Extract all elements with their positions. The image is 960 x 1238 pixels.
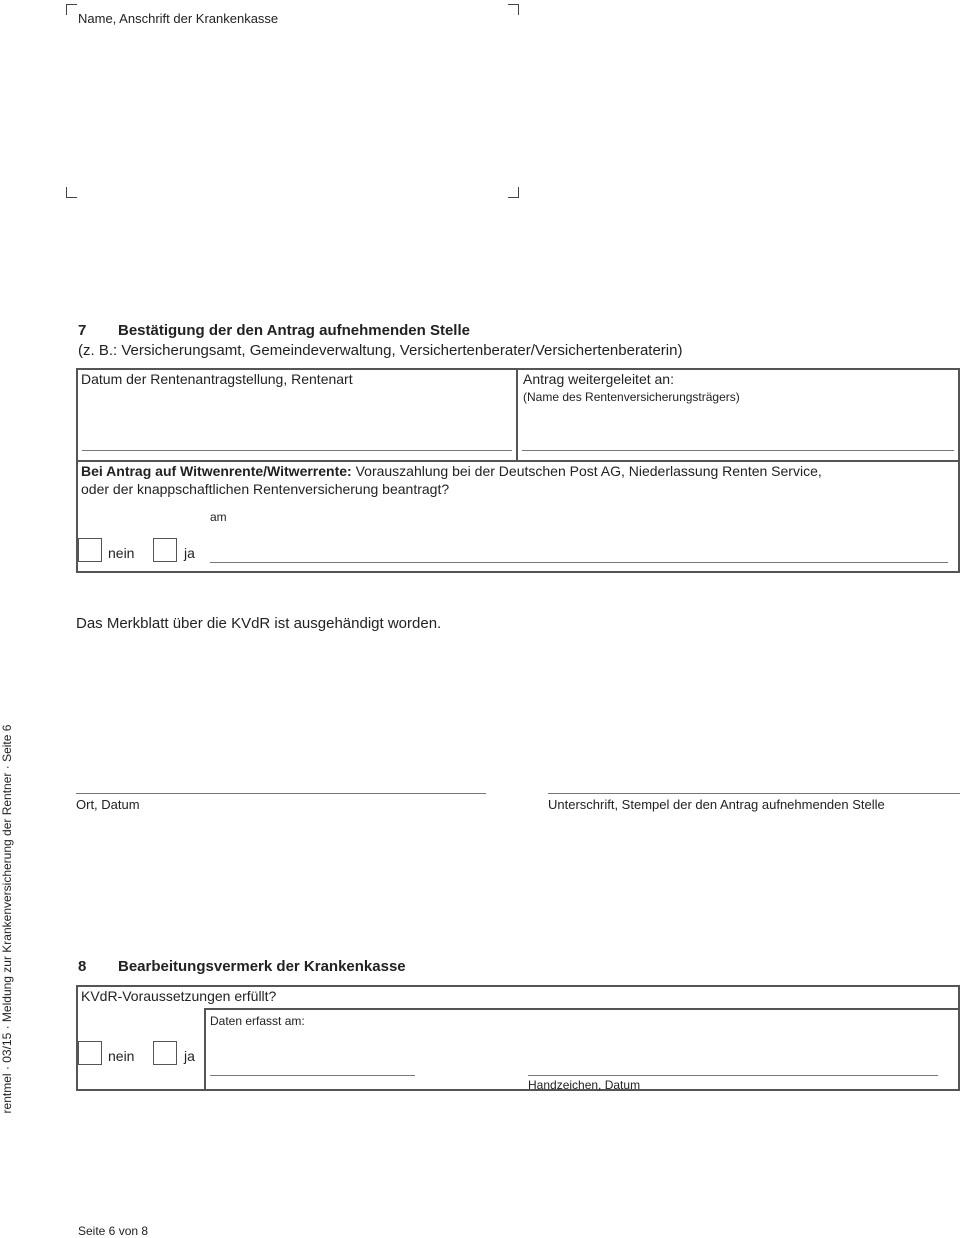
initials-label: Handzeichen, Datum <box>528 1078 641 1092</box>
ja-checkbox[interactable] <box>153 1041 177 1065</box>
divider <box>204 1008 206 1090</box>
date-label: Datum der Rentenantragstellung, Rentenart <box>81 371 353 387</box>
corner-mark <box>66 4 77 15</box>
corner-mark <box>508 4 519 15</box>
am-date-input-line[interactable] <box>210 562 948 563</box>
nein-checkbox[interactable] <box>78 538 102 562</box>
kvdr-question: KVdR-Voraussetzungen erfüllt? <box>81 988 277 1004</box>
am-label: am <box>210 510 227 524</box>
corner-mark <box>508 187 519 198</box>
captured-label: Daten erfasst am: <box>210 1014 305 1028</box>
address-label: Name, Anschrift der Krankenkasse <box>78 11 279 26</box>
nein-checkbox[interactable] <box>78 1041 102 1065</box>
initials-line[interactable] <box>528 1075 938 1076</box>
widow-bold: Bei Antrag auf Witwenrente/Witwerrente: <box>81 463 352 479</box>
date-input-line[interactable] <box>82 450 512 451</box>
side-form-code: rentmel · 03/15 · Meldung zur Krankenversicherung der Rentner · Seite 6 <box>0 724 14 1114</box>
place-date-label: Ort, Datum <box>76 797 140 812</box>
merkblatt-text: Das Merkblatt über die KVdR ist ausgehändigt worden. <box>76 615 442 632</box>
nein-label: nein <box>108 545 135 561</box>
signature-line[interactable] <box>548 793 960 794</box>
place-date-line[interactable] <box>76 793 486 794</box>
section8-title: Bearbeitungsvermerk der Krankenkasse <box>118 958 406 975</box>
divider <box>204 1008 960 1010</box>
widow-text: Vorauszahlung bei der Deutschen Post AG, Niederlassung Renten Service, <box>351 463 822 479</box>
forwarded-label: Antrag weitergeleitet an: <box>523 371 674 387</box>
section7-title: Bestätigung der den Antrag aufnehmenden Stelle <box>118 322 470 339</box>
ja-checkbox[interactable] <box>153 538 177 562</box>
captured-date-line[interactable] <box>210 1075 415 1076</box>
widow-question <box>81 463 822 479</box>
forwarded-input-line[interactable] <box>522 450 954 451</box>
nein-label: nein <box>108 1048 135 1064</box>
section8-number: 8 <box>78 958 87 975</box>
corner-mark <box>66 187 77 198</box>
forwarded-hint: (Name des Rentenversicherungsträgers) <box>523 390 740 404</box>
divider <box>516 368 518 462</box>
widow-question-line2: oder der knappschaftlichen Rentenversicherung beantragt? <box>81 481 450 497</box>
section7-subtitle: (z. B.: Versicherungsamt, Gemeindeverwaltung, Versichertenberater/Versichertenberaterin) <box>78 342 683 359</box>
section7-number: 7 <box>78 322 87 339</box>
page-number: Seite 6 von 8 <box>78 1224 149 1238</box>
ja-label: ja <box>184 545 195 561</box>
signature-label: Unterschrift, Stempel der den Antrag aufnehmenden Stelle <box>548 797 885 812</box>
ja-label: ja <box>184 1048 195 1064</box>
